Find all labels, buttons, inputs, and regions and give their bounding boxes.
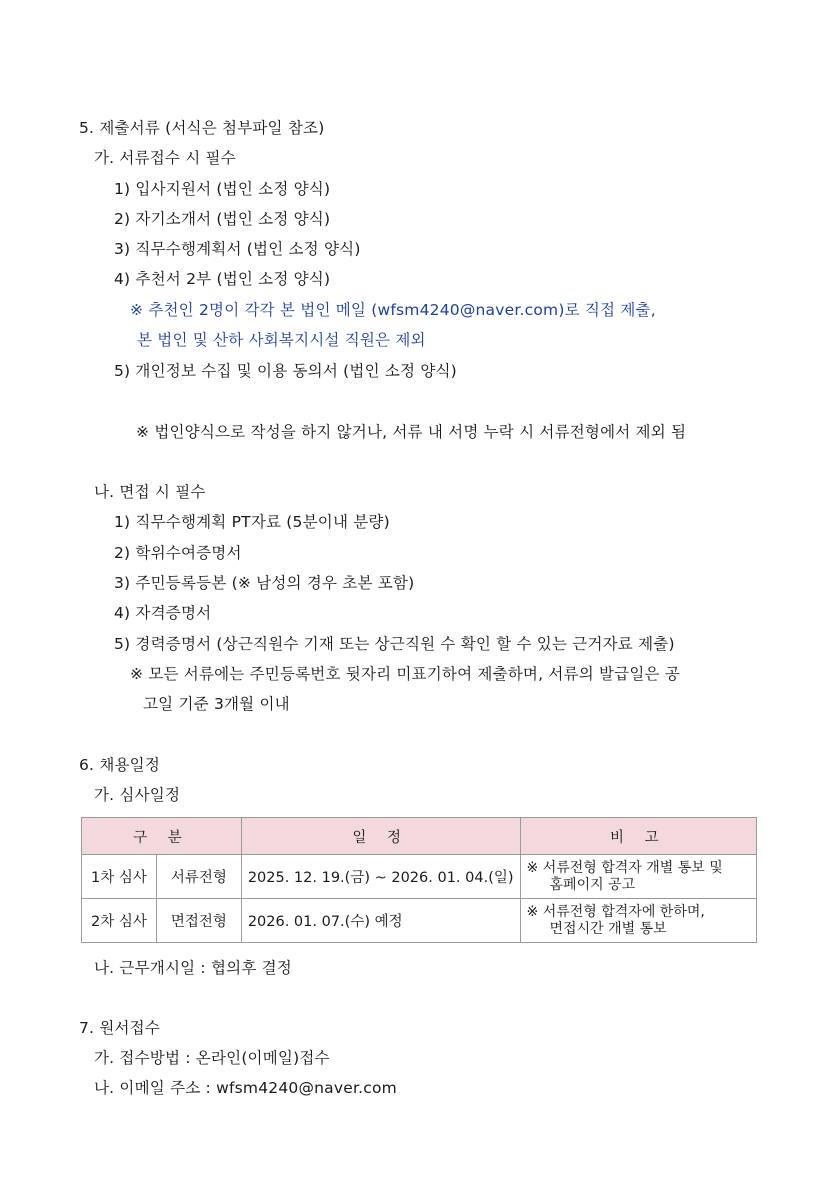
date-cell: 2026. 01. 07.(수) 예정 — [241, 899, 520, 943]
list-item: 4) 자격증명서 — [114, 604, 212, 622]
header-category: 구 분 — [82, 818, 242, 855]
type-cell: 서류전형 — [156, 855, 241, 899]
document-note-line-2: 고일 기준 3개월 이내 — [143, 695, 290, 713]
date-cell: 2025. 12. 19.(금) ~ 2026. 01. 04.(일) — [241, 855, 520, 899]
remarks-line-2: 면접시간 개별 통보 — [549, 920, 667, 937]
section-5-ga-title: 가. 서류접수 시 필수 — [94, 149, 236, 167]
schedule-table — [81, 817, 757, 943]
list-item: 4) 추천서 2부 (법인 소정 양식) — [114, 270, 331, 288]
remarks-cell — [520, 899, 756, 943]
list-item: 3) 직무수행계획서 (법인 소정 양식) — [114, 240, 361, 258]
document-note-line-1: ※ 모든 서류에는 주민등록번호 뒷자리 미표기하여 제출하며, 서류의 발급일은 공 — [130, 665, 680, 683]
type-cell: 면접전형 — [156, 899, 241, 943]
section-5-na-title: 나. 면접 시 필수 — [94, 483, 206, 501]
list-item: 2) 학위수여증명서 — [114, 544, 242, 562]
list-item: 5) 개인정보 수집 및 이용 동의서 (법인 소정 양식) — [114, 362, 457, 380]
email-address-line: 나. 이메일 주소 : wfsm4240@naver.com — [94, 1079, 397, 1097]
header-remarks: 비 고 — [520, 818, 756, 855]
section-6-ga-title: 가. 심사일정 — [94, 786, 181, 804]
remarks-line-1: ※ 서류전형 합격자에 한하며, — [526, 903, 705, 920]
list-item: 3) 주민등록등본 (※ 남성의 경우 초본 포함) — [114, 574, 415, 592]
remarks-line-1: ※ 서류전형 합격자 개별 통보 및 — [526, 859, 723, 876]
list-item: 2) 자기소개서 (법인 소정 양식) — [114, 210, 331, 228]
recommender-note-line-1: ※ 추천인 2명이 각각 본 법인 메일 (wfsm4240@naver.com)로 직접 제출, — [130, 301, 656, 319]
section-6-title: 6. 채용일정 — [79, 756, 161, 774]
recommender-note-line-2: 본 법인 및 산하 사회복지시설 직원은 제외 — [137, 331, 426, 349]
table-row — [82, 899, 757, 943]
list-item: 1) 입사지원서 (법인 소정 양식) — [114, 180, 331, 198]
list-item: 5) 경력증명서 (상근직원수 기재 또는 상근직원 수 확인 할 수 있는 근거자료 제출) — [114, 635, 675, 653]
remarks-cell — [520, 855, 756, 899]
exclusion-warning: ※ 법인양식으로 작성을 하지 않거나, 서류 내 서명 누락 시 서류전형에서 제외 됨 — [136, 423, 687, 441]
section-5-title: 5. 제출서류 (서식은 첨부파일 참조) — [79, 119, 325, 137]
start-date-line: 나. 근무개시일 : 협의후 결정 — [94, 959, 292, 977]
table-row — [82, 855, 757, 899]
stage-cell: 2차 심사 — [82, 899, 157, 943]
application-method-line: 가. 접수방법 : 온라인(이메일)접수 — [94, 1049, 330, 1067]
header-schedule: 일 정 — [241, 818, 520, 855]
table-header-row — [82, 818, 757, 855]
remarks-line-2: 홈페이지 공고 — [549, 876, 636, 893]
stage-cell: 1차 심사 — [82, 855, 157, 899]
list-item: 1) 직무수행계획 PT자료 (5분이내 분량) — [114, 513, 390, 531]
section-7-title: 7. 원서접수 — [79, 1019, 161, 1037]
